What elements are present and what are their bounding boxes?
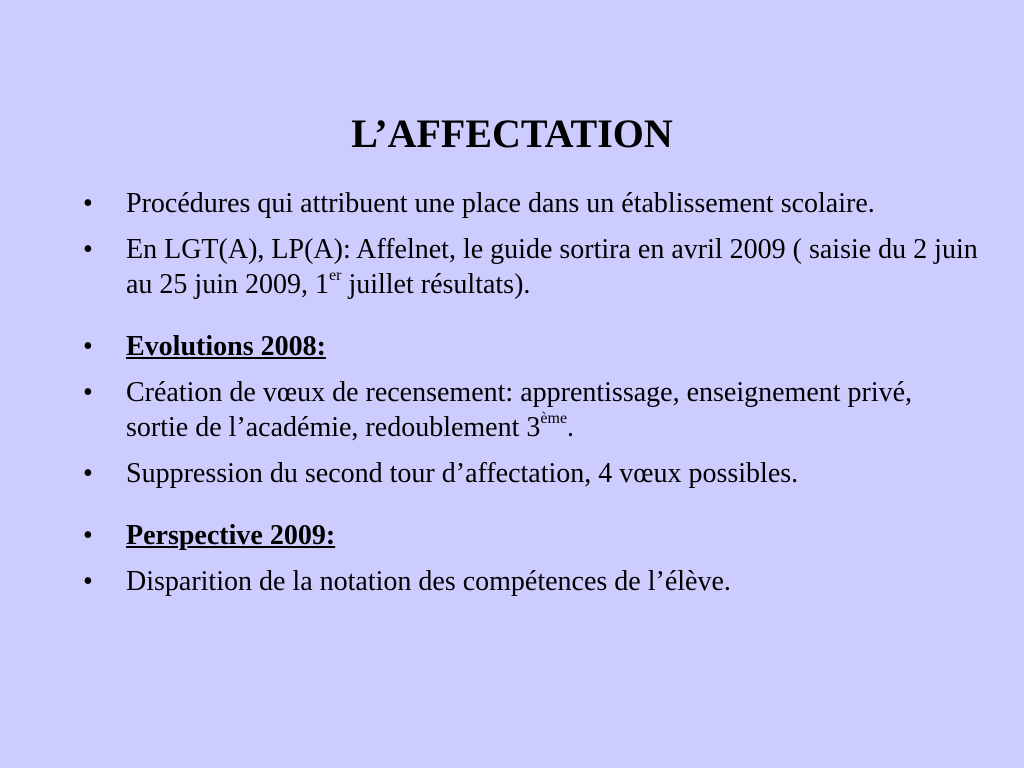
bullet-icon: •	[83, 188, 93, 219]
bullet-icon: •	[83, 520, 93, 551]
superscript: er	[329, 266, 342, 284]
slide-title: L’AFFECTATION	[351, 111, 673, 156]
bullet-text: En LGT(A), LP(A): Affelnet, le guide sortira en avril 2009 ( saisie du 2 juin au 25 juin 2009, 1	[126, 234, 978, 300]
bullet-item-affelnet	[80, 232, 980, 302]
bullet-text-tail: .	[567, 412, 575, 443]
superscript: ème	[540, 409, 568, 427]
bullet-item-perspective-heading	[80, 518, 980, 553]
bullet-item-creation-voeux	[80, 375, 980, 445]
bullet-icon: •	[83, 331, 93, 362]
section-heading: Evolutions 2008:	[126, 331, 326, 362]
bullet-icon: •	[83, 458, 93, 489]
bullet-icon: •	[83, 566, 93, 597]
bullet-item-procedures	[80, 186, 980, 221]
bullet-text-tail: juillet résultats).	[341, 269, 531, 300]
bullet-item-disparition	[80, 564, 980, 599]
bullet-item-suppression	[80, 456, 980, 491]
bullet-icon: •	[83, 234, 93, 265]
bullet-icon: •	[83, 377, 93, 408]
bullet-list	[80, 186, 980, 610]
bullet-text: Procédures qui attribuent une place dans un établissement scolaire.	[126, 188, 875, 219]
bullet-text: Création de vœux de recensement: apprentissage, enseignement privé, sortie de l’académie, redoublement 3	[126, 377, 913, 443]
section-heading: Perspective 2009:	[126, 520, 336, 551]
bullet-text: Suppression du second tour d’affectation, 4 vœux possibles.	[126, 458, 799, 489]
bullet-text: Disparition de la notation des compétences de l’élève.	[126, 566, 731, 597]
bullet-item-evolutions-heading	[80, 329, 980, 364]
